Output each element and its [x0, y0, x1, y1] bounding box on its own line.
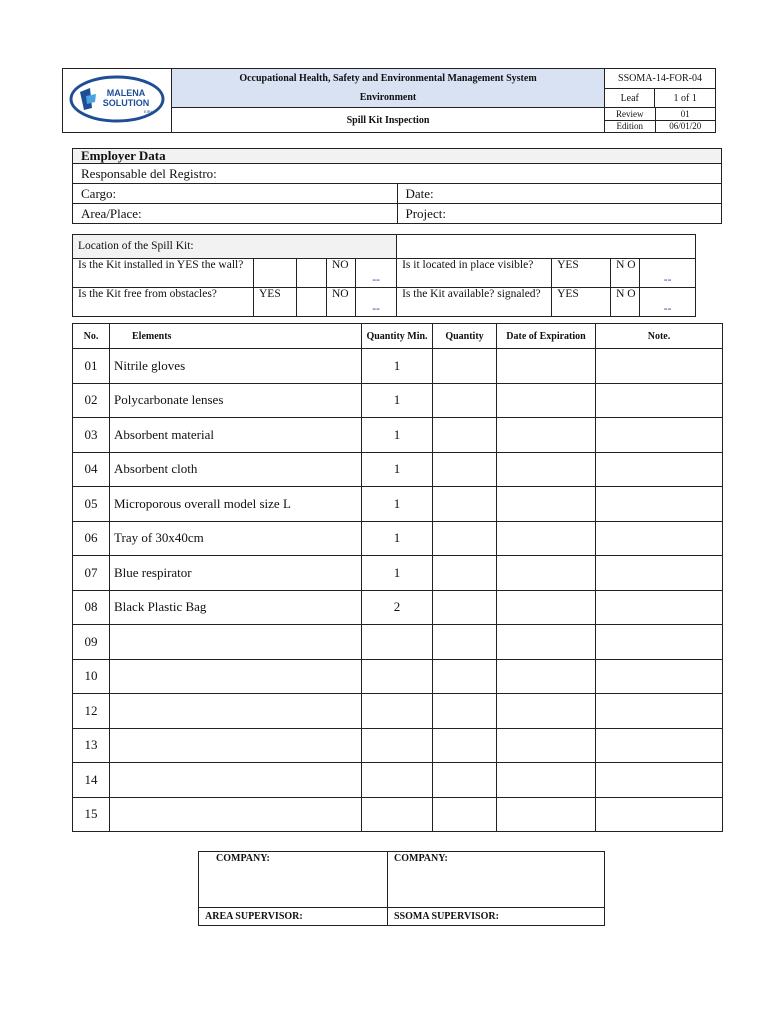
item-no: 13	[73, 728, 110, 763]
answer-no-label[interactable]: NO	[327, 288, 356, 317]
form-subtitle: Spill Kit Inspection	[172, 108, 605, 133]
item-quantity-cell[interactable]	[433, 452, 497, 487]
edition-label: Edition	[605, 120, 655, 132]
table-row	[73, 694, 723, 729]
item-element: Microporous overall model size L	[110, 487, 362, 522]
item-quantity-cell[interactable]	[433, 659, 497, 694]
items-table	[72, 323, 723, 832]
item-expiration-cell[interactable]	[497, 521, 596, 556]
item-no: 10	[73, 659, 110, 694]
table-row	[73, 763, 723, 798]
item-quantity-cell[interactable]	[433, 763, 497, 798]
item-element	[110, 797, 362, 832]
answer-no-label[interactable]: NO	[327, 259, 356, 288]
item-qty-min	[362, 694, 433, 729]
item-qty-min: 1	[362, 521, 433, 556]
item-expiration-cell[interactable]	[497, 556, 596, 591]
item-quantity-cell[interactable]	[433, 625, 497, 660]
col-header-note: Note.	[596, 324, 723, 349]
item-qty-min: 2	[362, 590, 433, 625]
answer-dash: --	[640, 259, 696, 288]
item-qty-min: 1	[362, 452, 433, 487]
item-qty-min	[362, 625, 433, 660]
item-quantity-cell[interactable]	[433, 590, 497, 625]
item-expiration-cell[interactable]	[497, 349, 596, 384]
item-note-cell[interactable]	[596, 763, 723, 798]
item-element: Black Plastic Bag	[110, 590, 362, 625]
employer-section-title: Employer Data	[73, 149, 722, 164]
item-expiration-cell[interactable]	[497, 487, 596, 522]
item-expiration-cell[interactable]	[497, 590, 596, 625]
item-element: Absorbent cloth	[110, 452, 362, 487]
leaf-label: Leaf	[605, 89, 655, 108]
item-expiration-cell[interactable]	[497, 694, 596, 729]
table-row	[73, 728, 723, 763]
item-element	[110, 625, 362, 660]
doc-code: SSOMA-14-FOR-04	[605, 69, 716, 89]
answer-yes-label[interactable]: YES	[552, 259, 611, 288]
answer-blank-box[interactable]	[297, 259, 327, 288]
item-qty-min	[362, 763, 433, 798]
item-quantity-cell[interactable]	[433, 521, 497, 556]
answer-yes-label[interactable]: YES	[552, 288, 611, 317]
col-header-no: No.	[73, 324, 110, 349]
review-label: Review	[605, 108, 655, 120]
item-quantity-cell[interactable]	[433, 383, 497, 418]
item-quantity-cell[interactable]	[433, 349, 497, 384]
item-no: 14	[73, 763, 110, 798]
item-no: 02	[73, 383, 110, 418]
item-expiration-cell[interactable]	[497, 728, 596, 763]
table-row	[73, 383, 723, 418]
svg-text:MALENA: MALENA	[106, 88, 146, 98]
item-quantity-cell[interactable]	[433, 797, 497, 832]
leaf-value: 1 of 1	[655, 89, 716, 108]
item-note-cell[interactable]	[596, 452, 723, 487]
document-header	[62, 68, 716, 133]
item-no: 15	[73, 797, 110, 832]
item-note-cell[interactable]	[596, 694, 723, 729]
item-no: 03	[73, 418, 110, 453]
col-header-expiration: Date of Expiration	[497, 324, 596, 349]
item-element: Polycarbonate lenses	[110, 383, 362, 418]
item-note-cell[interactable]	[596, 659, 723, 694]
area-supervisor-label[interactable]: AREA SUPERVISOR:	[199, 908, 388, 926]
review-value: 01	[655, 108, 715, 120]
item-quantity-cell[interactable]	[433, 418, 497, 453]
question-available-signaled: Is the Kit available? signaled?	[397, 288, 552, 317]
item-quantity-cell[interactable]	[433, 556, 497, 591]
item-no: 06	[73, 521, 110, 556]
date-field[interactable]: Date:	[397, 184, 722, 204]
item-element: Blue respirator	[110, 556, 362, 591]
answer-no-label[interactable]: N O	[611, 288, 640, 317]
item-qty-min	[362, 659, 433, 694]
item-note-cell[interactable]	[596, 349, 723, 384]
item-qty-min: 1	[362, 487, 433, 522]
table-row	[73, 590, 723, 625]
item-element: Nitrile gloves	[110, 349, 362, 384]
item-qty-min: 1	[362, 349, 433, 384]
item-qty-min: 1	[362, 418, 433, 453]
item-qty-min	[362, 728, 433, 763]
area-field[interactable]: Area/Place:	[73, 204, 398, 224]
review-edition-cell	[605, 108, 716, 133]
item-expiration-cell[interactable]	[497, 797, 596, 832]
table-row	[73, 349, 723, 384]
cargo-field[interactable]: Cargo:	[73, 184, 398, 204]
company-left-label[interactable]: COMPANY:	[199, 852, 388, 908]
answer-yes-box[interactable]	[254, 259, 297, 288]
item-element: Tray of 30x40cm	[110, 521, 362, 556]
item-note-cell[interactable]	[596, 797, 723, 832]
item-note-cell[interactable]	[596, 418, 723, 453]
company-logo	[68, 74, 166, 124]
item-element: Absorbent material	[110, 418, 362, 453]
item-note-cell[interactable]	[596, 590, 723, 625]
location-title: Location of the Spill Kit:	[73, 235, 397, 259]
table-row	[73, 625, 723, 660]
signature-table	[198, 851, 605, 926]
answer-blank-box[interactable]	[297, 288, 327, 317]
item-quantity-cell[interactable]	[433, 487, 497, 522]
item-expiration-cell[interactable]	[497, 659, 596, 694]
col-header-elements: Elements	[110, 324, 362, 349]
col-header-quantity: Quantity	[433, 324, 497, 349]
svg-text:SOLUTION: SOLUTION	[102, 98, 150, 108]
employer-data-table	[72, 148, 722, 224]
item-no: 07	[73, 556, 110, 591]
title-cell	[172, 69, 605, 108]
edition-value: 06/01/20	[655, 120, 715, 132]
item-element	[110, 694, 362, 729]
item-qty-min	[362, 797, 433, 832]
table-row	[73, 556, 723, 591]
item-qty-min: 1	[362, 556, 433, 591]
item-qty-min: 1	[362, 383, 433, 418]
item-quantity-cell[interactable]	[433, 728, 497, 763]
item-note-cell[interactable]	[596, 728, 723, 763]
item-no: 05	[73, 487, 110, 522]
item-expiration-cell[interactable]	[497, 418, 596, 453]
item-element	[110, 659, 362, 694]
svg-text:EIRL: EIRL	[144, 109, 153, 114]
answer-yes-label[interactable]: YES	[254, 288, 297, 317]
title-line-1: Occupational Health, Safety and Environmental Management System	[239, 73, 537, 84]
item-expiration-cell[interactable]	[497, 625, 596, 660]
item-expiration-cell[interactable]	[497, 383, 596, 418]
answer-dash: --	[640, 288, 696, 317]
item-no: 04	[73, 452, 110, 487]
item-note-cell[interactable]	[596, 487, 723, 522]
table-row	[73, 521, 723, 556]
item-element	[110, 728, 362, 763]
logo-cell	[63, 69, 172, 133]
responsable-field[interactable]: Responsable del Registro:	[73, 164, 722, 184]
table-row	[73, 452, 723, 487]
item-element	[110, 763, 362, 798]
item-no: 08	[73, 590, 110, 625]
item-note-cell[interactable]	[596, 521, 723, 556]
table-row	[73, 418, 723, 453]
item-note-cell[interactable]	[596, 383, 723, 418]
col-header-qty-min: Quantity Min.	[362, 324, 433, 349]
item-note-cell[interactable]	[596, 556, 723, 591]
item-expiration-cell[interactable]	[497, 763, 596, 798]
answer-no-label[interactable]: N O	[611, 259, 640, 288]
company-right-label[interactable]: COMPANY:	[388, 852, 605, 908]
table-row	[73, 797, 723, 832]
answer-dash: --	[356, 288, 397, 317]
item-no: 12	[73, 694, 110, 729]
table-row	[73, 659, 723, 694]
question-installed-wall: Is the Kit installed in YES the wall?	[73, 259, 254, 288]
ssoma-supervisor-label[interactable]: SSOMA SUPERVISOR:	[388, 908, 605, 926]
table-row	[73, 487, 723, 522]
location-value[interactable]	[397, 235, 696, 259]
location-table	[72, 234, 696, 317]
answer-dash: --	[356, 259, 397, 288]
project-field[interactable]: Project:	[397, 204, 722, 224]
item-quantity-cell[interactable]	[433, 694, 497, 729]
item-no: 09	[73, 625, 110, 660]
item-note-cell[interactable]	[596, 625, 723, 660]
item-expiration-cell[interactable]	[497, 452, 596, 487]
question-visible-place: Is it located in place visible?	[397, 259, 552, 288]
question-free-obstacles: Is the Kit free from obstacles?	[73, 288, 254, 317]
item-no: 01	[73, 349, 110, 384]
title-line-2: Environment	[359, 92, 417, 103]
